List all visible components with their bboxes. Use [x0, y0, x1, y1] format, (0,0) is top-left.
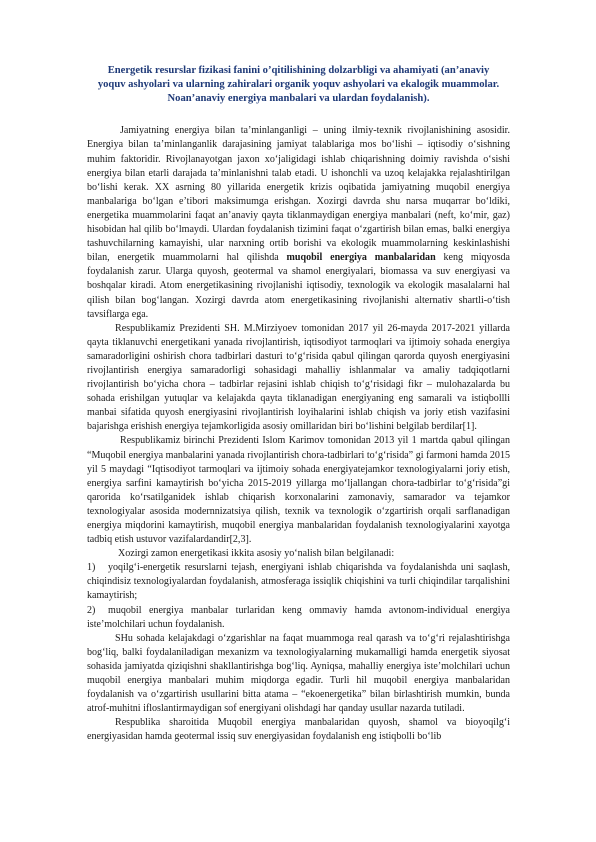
paragraph-republic-conditions: Respublika sharoitida Muqobil energiya manbalaridan quyosh, shamol va bioyoqilg‘i energiyasidan hamda geotermal issiq suv energiyasidan foydalanish eng istiqbolli bo‘lib	[87, 717, 510, 743]
list-number: 1)	[87, 562, 96, 574]
paragraph-energy-supply	[87, 124, 510, 321]
paragraph-ecoenergetics: SHu sohada kelajakdagi o‘zgarishlar na faqat muammoga real qarash va to‘g‘ri rejalashtirishga bog‘liq, balki foydalaniladigan mexanizm va texnologiyalarning mukamalligi hamda energetik siyosat sohasida jamiyatda qiziqishni shakllantirishga bog‘liq. Ayniqsa, mahalliy energiya iste’molchilari uchun muqobil energiya manbalari muhim miqdorga egadir. Turli hil muqobil energiya manbalaridan foydalanish va o‘zgartirish usullarini bitta atama – “ekoenergetika” bilan birlashtirish mumkin, bunda atrof-muhitni ifloslantirmaydigan sof energiyani olishdagi har qanday usullar nazarda tutiladi.	[87, 632, 510, 715]
list-item	[87, 561, 510, 603]
list-item	[87, 604, 510, 632]
paragraph-presidential-program: Respublikamiz Prezidenti SH. M.Mirziyoev tomonidan 2017 yil 26-mayda 2017-2021 yillarda qayta tiklanuvchi energetikani yanada rivojlantirish, iqtisodiyot tarmoqlari va ijtimoiy sohada energiya samaradorligini oshirish chora tadbirlari dasturi to‘g‘risida qabul qilingan qarorda quyosh energiyasini rivojlantirish energiya samaradorligi sohasidagi mahalliy ishlanmalar va amaliy tadqiqotlarni rivojlantirish bo‘yicha chora – tadbirlar rejasini ishlab chiqish to‘g‘risidagi fikr – mulohazalarda bu sohada erishilgan yutuqlar va kelajakda qayta tiklanadigan energiyaning eng samarali va istiqbollli manbai sifatida quyosh energiyasini rivojlantirish loyihalarini ishlab chiqish va joriy etish vazifasini bajarishga erishish energiya tejamkorligida asosiy omillaridan biri bo‘lishini belgilab berdilar[1].	[87, 322, 510, 433]
title-line-3: Noan’anaviy energiya manbalari va ulardan foydalanish).	[167, 92, 430, 104]
paragraph-text: keng miqyosda foydalanish zarur. Ularga quyosh, geotermal va shamol energiyalari, biomassa va suv energiyasi va boshqalar kiradi. Atom energetikasining rivojlanishi iqtisodiy, texnologik va ekologik masalalarni hal qilish bilan bog‘langan. Xozirgi davrda atom energetikasining rivojlanishi alternativ shartli-o‘tish tavsiflarga ega.	[87, 252, 510, 320]
document-title	[87, 64, 510, 105]
paragraph-directions-intro: Xozirgi zamon energetikasi ikkita asosiy yo‘nalish bilan belgilanadi:	[118, 548, 395, 560]
document-page	[87, 64, 510, 745]
title-line-2: yoquv ashyolari va ularning zahiralari organik yoquv ashyolari va ekalogik muammolar.	[97, 78, 500, 90]
paragraph-decree: Respublikamiz birinchi Prezidenti Islom Karimov tomonidan 2013 yil 1 martda qabul qilingan “Muqobil energiya manbalarini yanada rivojlantirish chora-tadbirlari to‘g‘risida” gi farmoni hamda 2015 yil 5 maydagi “Iqtisodiyot tarmoqlari va ijtimoiy sohada energiyatejamkor texnologiyalarni joriy etish, energiya sarfini kamaytirish bo‘yicha 2015-2019 yillarga mo‘ljallangan chora-tadbirlar to‘g‘risida”gi qarorida ko‘rsatilganidek ishlab chiqarish korxonalarini zamonaviy, samarador va tejamkor texnologiyalar asosida modernnizatsiya qilish, texnik va texnologik o‘zgartirish orqali sarflanadigan energiya miqdorini kamaytirish, muqobil energiya manbalaridan foydalanish texnologiyalarini xayotga tadbiq etish ustuvor vazifalardandir[2,3].	[87, 435, 510, 546]
paragraph-text: Jamiyatning energiya bilan ta’minlanganligi – uning ilmiy-texnik rivojlanishining asosidir. Energiya bilan ta’minlanganlik darajasining jamiyat talablariga mos bo‘lishi – iqtisodiy o‘sishning muhim faktoridir. Rivojlanayotgan jaxon xo‘jaligidagi ishlab chiqarishning doimiy ravishda o‘sishi energiya bilan etarli darajada ta’minlanishni talab etadi. U ishonchli va uzoq kelajakka rejalashtirilgan bo‘lishi kerak. XX asrning 80 yillarida energetik krizis oqibatida jamiyatning muqobil energiya manbalariga bo‘lgan e’tibori maksimumga erishgan. Xozirgi davrda shu narsa muqarrar bo‘ldiki, energetika muammolarini faqat an’anaviy qayta tiklanmaydigan energiya manbalari (neft, ko‘mir, gaz) hisobidan hal qilib bo‘lmaydi. Ulardan foydalanish tizimini faqat o‘zgartirish bilan emas, balki energiya tashuvchilarning kamayishi, ular narxning ortib borishi va ekologik muammolarning keskinlashishi bilan, energetik muammolarni hal qilishda	[87, 125, 510, 264]
list-number: 2)	[87, 604, 96, 616]
list-item-text: yoqilg‘i-energetik resurslarni tejash, energiyani ishlab chiqarishda va foydalanishda uni saqlash, chiqindisiz texnologiyalardan foydalanish, atmosferaga issiqlik chiqishini va turli chiqindilar tarqalishini kamaytirish;	[87, 562, 510, 602]
title-line-1: Energetik resurslar fizikasi fanini o’qitilishining dolzarbligi va ahamiyati (an’anaviy	[107, 65, 490, 76]
bold-phrase: muqobil energiya manbalaridan	[286, 252, 436, 264]
list-item-text: muqobil energiya manbalar turlaridan keng ommaviy hamda avtonom-individual energiya iste’molchilari uchun foydalanish.	[87, 604, 510, 630]
